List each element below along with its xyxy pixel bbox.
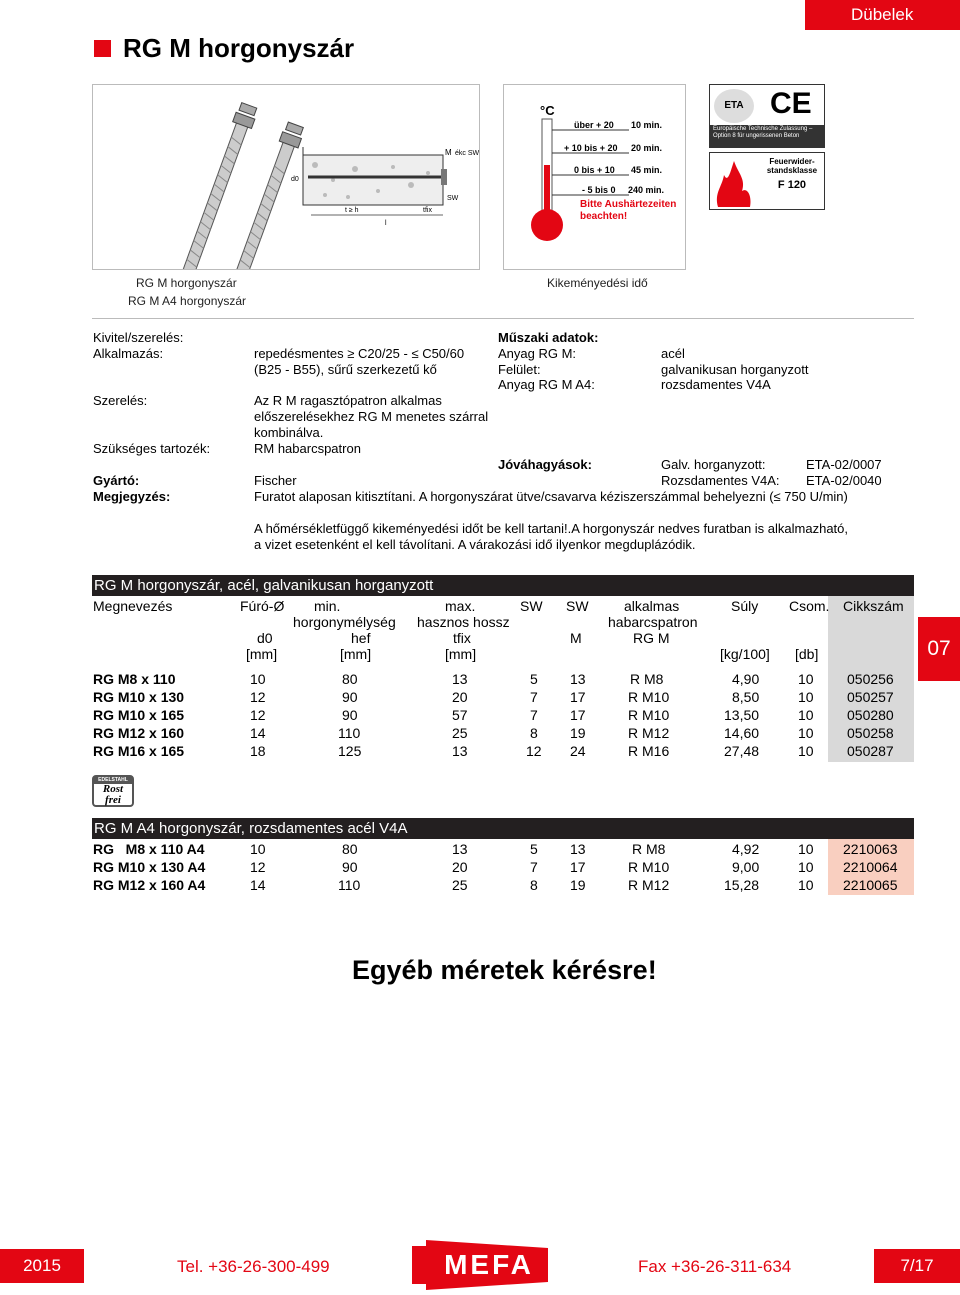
szereles-value-1: Az R M ragasztópatron alkalmas — [254, 393, 442, 408]
th-pack: Csom. — [789, 598, 830, 614]
cure-time-3: 45 min. — [631, 165, 663, 175]
cell-cartridge: R M8 — [632, 841, 666, 857]
footer-page: 7/17 — [874, 1249, 960, 1283]
cell-sw1: 8 — [530, 725, 538, 741]
fire-class: F 120 — [777, 179, 807, 191]
megjegyzes-1: Furatot alaposan kitisztítani. A horgonyszárat ütve/csavarva kéziszerszámmal behelyezni (≤ 750 U/min) — [254, 489, 848, 504]
th-unit-5: [db] — [795, 646, 819, 662]
cell-tfix: 25 — [452, 725, 468, 741]
anyag-label: Anyag RG M: — [498, 346, 577, 361]
jovahagyas-v4a-value: ETA-02/0040 — [806, 473, 882, 488]
anyag-a4-label: Anyag RG M A4: — [498, 377, 595, 392]
th-tfix: tfix — [453, 630, 471, 646]
cell-cartridge: R M10 — [628, 859, 670, 875]
alkalmazas-label: Alkalmazás: — [93, 346, 164, 361]
category-label: Dübelek — [805, 0, 960, 30]
cell-weight: 8,50 — [732, 689, 760, 705]
th-unit-3: [mm] — [445, 646, 477, 662]
anyag-a4-value: rozsdamentes V4A — [661, 377, 771, 392]
cell-weight: 9,00 — [732, 859, 760, 875]
thermometer-drawing — [504, 85, 685, 269]
th-unit-2: [mm] — [340, 646, 372, 662]
cure-note: Bitte Aushärtezeiten beachten! — [580, 199, 677, 222]
cure-chart — [503, 84, 686, 270]
rostfrei-badge — [92, 775, 134, 807]
cell-sw2: 17 — [570, 689, 586, 705]
cell-d0: 10 — [250, 671, 266, 687]
fire-badge — [709, 152, 825, 210]
cell-sw2: 13 — [570, 671, 586, 687]
cell-hef: 90 — [342, 859, 358, 875]
cell-sw1: 8 — [530, 877, 538, 893]
megjegyzes-3: a vizet esetenként el kell távolítani. A várakozási idő ilyenkor megduplázódik. — [254, 537, 696, 552]
cell-pack: 10 — [798, 725, 814, 741]
divider — [92, 318, 914, 319]
th-unit-4: [kg/100] — [720, 646, 770, 662]
cure-time-2: 20 min. — [631, 143, 663, 153]
cell-sw2: 17 — [570, 859, 586, 875]
caption-rgm-a4: RG M A4 horgonyszár — [128, 294, 247, 308]
cell-pack: 10 — [798, 743, 814, 759]
szereles-value-2: előszerelésekhez RG M menetes szárral — [254, 409, 489, 424]
th-sw2: SW — [566, 598, 589, 614]
footer-tel: Tel. +36-26-300-499 — [177, 1257, 330, 1276]
megjegyzes-2: A hőmérsékletfüggő kikeményedési időt be kell tartani!.A horgonyszár nedves furatban is alkalmazható, — [254, 521, 849, 536]
jovahagyas-v4a-label: Rozsdamentes V4A: — [661, 473, 780, 488]
alkalmazas-value-1: repedésmentes ≥ C20/25 - ≤ C50/60 — [254, 346, 465, 361]
cell-hef: 110 — [338, 877, 361, 893]
table-row — [92, 671, 914, 689]
table-row — [92, 743, 914, 761]
cell-name: RG M16 x 165 — [93, 743, 185, 759]
eta-badge — [709, 84, 825, 148]
eta-text: Europäische Technische Zulassung – Option 8 für ungerissenen Beton — [710, 125, 824, 147]
th-m: M — [570, 630, 582, 646]
cell-hef: 110 — [338, 725, 361, 741]
diagram-label-d0: d0 — [291, 176, 299, 183]
cell-d0: 12 — [250, 859, 266, 875]
cell-name: RG M8 x 110 A4 — [93, 841, 205, 857]
cell-hef: 125 — [338, 743, 362, 759]
cell-pack: 10 — [798, 859, 814, 875]
th-drill: Fúró-Ø — [240, 598, 285, 614]
eta-logo: ETA — [714, 89, 754, 123]
cell-d0: 14 — [250, 725, 266, 741]
mefa-logo — [412, 1240, 548, 1290]
anchor-drawing — [93, 85, 479, 269]
cell-tfix: 13 — [452, 671, 468, 687]
cell-sw1: 5 — [530, 841, 538, 857]
alkalmazas-value-2: (B25 - B55), sűrű szerkezetű kő — [254, 362, 437, 377]
cell-weight: 13,50 — [724, 707, 760, 723]
cell-hef: 80 — [342, 841, 358, 857]
szereles-label: Szerelés: — [93, 393, 148, 408]
diagram-label-sw: SW — [447, 195, 459, 202]
cell-cartridge: R M10 — [628, 689, 670, 705]
cell-sku: 2210063 — [843, 841, 898, 857]
rostfrei-top: EDELSTAHL — [94, 777, 132, 784]
cell-sw1: 5 — [530, 671, 538, 687]
cell-hef: 90 — [342, 689, 358, 705]
table-row — [92, 841, 914, 859]
cell-sku: 2210065 — [843, 877, 898, 893]
th-useful-length: hasznos hossz — [417, 614, 510, 630]
tartozek-value: RM habarcspatron — [254, 441, 361, 456]
cell-sku: 050258 — [847, 725, 894, 741]
cell-name: RG M12 x 160 — [93, 725, 185, 741]
cell-sw1: 7 — [530, 859, 538, 875]
diagram-label-l: l — [385, 220, 387, 227]
cell-sw1: 12 — [526, 743, 542, 759]
cell-sw2: 19 — [570, 877, 586, 893]
cure-temp-3: 0 bis + 10 — [574, 165, 615, 175]
jovahagyas-galv-label: Galv. horganyzott: — [661, 457, 766, 472]
th-anchor-depth: horgonymélység — [293, 614, 396, 630]
cell-pack: 10 — [798, 689, 814, 705]
cell-name: RG M10 x 165 — [93, 707, 185, 723]
more-sizes-note: Egyéb méretek kérésre! — [352, 955, 657, 985]
title-marker — [94, 40, 111, 57]
th-d0: d0 — [257, 630, 273, 646]
cell-sw2: 24 — [570, 743, 586, 759]
table-row — [92, 689, 914, 707]
cell-name: RG M12 x 160 A4 — [93, 877, 206, 893]
th-sku: Cikkszám — [843, 598, 904, 614]
footer-fax: Fax +36-26-311-634 — [638, 1257, 792, 1276]
table1-title: RG M horgonyszár, acél, galvanikusan horganyzott — [92, 575, 914, 596]
table-row — [92, 859, 914, 877]
cell-sku: 050256 — [847, 671, 894, 687]
cell-tfix: 25 — [452, 877, 468, 893]
th-max: max. — [445, 598, 476, 614]
cell-name: RG M10 x 130 A4 — [93, 859, 206, 875]
cell-d0: 12 — [250, 707, 266, 723]
mefa-logo-text: MEFA — [444, 1249, 534, 1280]
caption-rgm: RG M horgonyszár — [136, 276, 237, 290]
caption-cure: Kikeményedési idő — [547, 276, 648, 290]
cell-d0: 12 — [250, 689, 266, 705]
table-row — [92, 707, 914, 725]
cell-d0: 10 — [250, 841, 266, 857]
cure-time-1: 10 min. — [631, 120, 663, 130]
cell-weight: 4,92 — [732, 841, 760, 857]
cell-tfix: 13 — [452, 841, 468, 857]
cell-cartridge: R M12 — [628, 877, 670, 893]
cure-unit: °C — [540, 103, 555, 118]
anyag-value: acél — [661, 346, 685, 361]
ce-mark: CE — [770, 87, 812, 120]
cure-time-4: 240 min. — [628, 185, 665, 195]
cell-sw1: 7 — [530, 689, 538, 705]
th-rgm: RG M — [633, 630, 670, 646]
cell-tfix: 20 — [452, 689, 468, 705]
cure-temp-1: über + 20 — [574, 120, 614, 130]
table1-header-row-4 — [92, 646, 914, 664]
page-title: RG M horgonyszár — [123, 33, 355, 63]
cell-sw2: 17 — [570, 707, 586, 723]
cell-d0: 14 — [250, 877, 266, 893]
cell-hef: 80 — [342, 671, 358, 687]
cell-sku: 2210064 — [843, 859, 898, 875]
cell-cartridge: R M16 — [628, 743, 670, 759]
th-unit-1: [mm] — [246, 646, 278, 662]
th-name: Megnevezés — [93, 598, 173, 614]
cell-d0: 18 — [250, 743, 266, 759]
cell-sku: 050257 — [847, 689, 894, 705]
table2-title: RG M A4 horgonyszár, rozsdamentes acél V4A — [92, 818, 914, 839]
anchor-diagram — [92, 84, 480, 270]
cell-name: RG M8 x 110 — [93, 671, 176, 687]
cell-tfix: 13 — [452, 743, 468, 759]
flame-icon — [712, 153, 758, 209]
footer-year: 2015 — [0, 1249, 84, 1283]
cell-sw1: 7 — [530, 707, 538, 723]
table-row — [92, 877, 914, 895]
diagram-label-m: M — [445, 148, 452, 157]
cell-pack: 10 — [798, 841, 814, 857]
cell-pack: 10 — [798, 877, 814, 893]
megjegyzes-label: Megjegyzés: — [93, 489, 171, 504]
cell-sku: 050280 — [847, 707, 894, 723]
diagram-label-tfix: tfix — [423, 207, 432, 214]
cell-sw2: 13 — [570, 841, 586, 857]
felulet-value: galvanikusan horganyzott — [661, 362, 809, 377]
cell-name: RG M10 x 130 — [93, 689, 185, 705]
cell-tfix: 20 — [452, 859, 468, 875]
jovahagyas-label: Jóváhagyások: — [498, 457, 592, 472]
th-sw1: SW — [520, 598, 543, 614]
cure-temp-2: + 10 bis + 20 — [564, 143, 618, 153]
cell-sw2: 19 — [570, 725, 586, 741]
kivitel-heading: Kivitel/szerelés: — [93, 330, 184, 345]
cell-hef: 90 — [342, 707, 358, 723]
cell-cartridge: R M8 — [630, 671, 664, 687]
tartozek-label: Szükséges tartozék: — [93, 441, 211, 456]
cell-tfix: 57 — [452, 707, 468, 723]
cell-cartridge: R M10 — [628, 707, 670, 723]
szereles-value-3: kombinálva. — [254, 425, 324, 440]
cure-temp-4: - 5 bis 0 — [582, 185, 616, 195]
felulet-label: Felület: — [498, 362, 541, 377]
th-suitable: alkalmas — [624, 598, 680, 614]
th-hef: hef — [351, 630, 371, 646]
diagram-label-t: t ≥ h — [345, 207, 359, 214]
th-weight: Súly — [731, 598, 759, 614]
gyarto-value: Fischer — [254, 473, 297, 488]
cell-weight: 14,60 — [724, 725, 760, 741]
cell-cartridge: R M12 — [628, 725, 670, 741]
cell-weight: 4,90 — [732, 671, 760, 687]
cell-pack: 10 — [798, 707, 814, 723]
jovahagyas-galv-value: ETA-02/0007 — [806, 457, 882, 472]
gyarto-label: Gyártó: — [93, 473, 140, 488]
cell-weight: 27,48 — [724, 743, 760, 759]
diagram-label-ekc: ékc SW — [455, 150, 479, 157]
cell-weight: 15,28 — [724, 877, 760, 893]
th-cartridge: habarcspatron — [608, 614, 698, 630]
cell-pack: 10 — [798, 671, 814, 687]
chapter-tab: 07 — [918, 617, 960, 681]
table-row — [92, 725, 914, 743]
cell-sku: 050287 — [847, 743, 894, 759]
fire-title: Feuerwider-standsklasse — [766, 157, 818, 175]
rostfrei-main: Rost frei — [102, 783, 124, 806]
muszaki-heading: Műszaki adatok: — [498, 330, 599, 345]
th-min: min. — [314, 598, 341, 614]
